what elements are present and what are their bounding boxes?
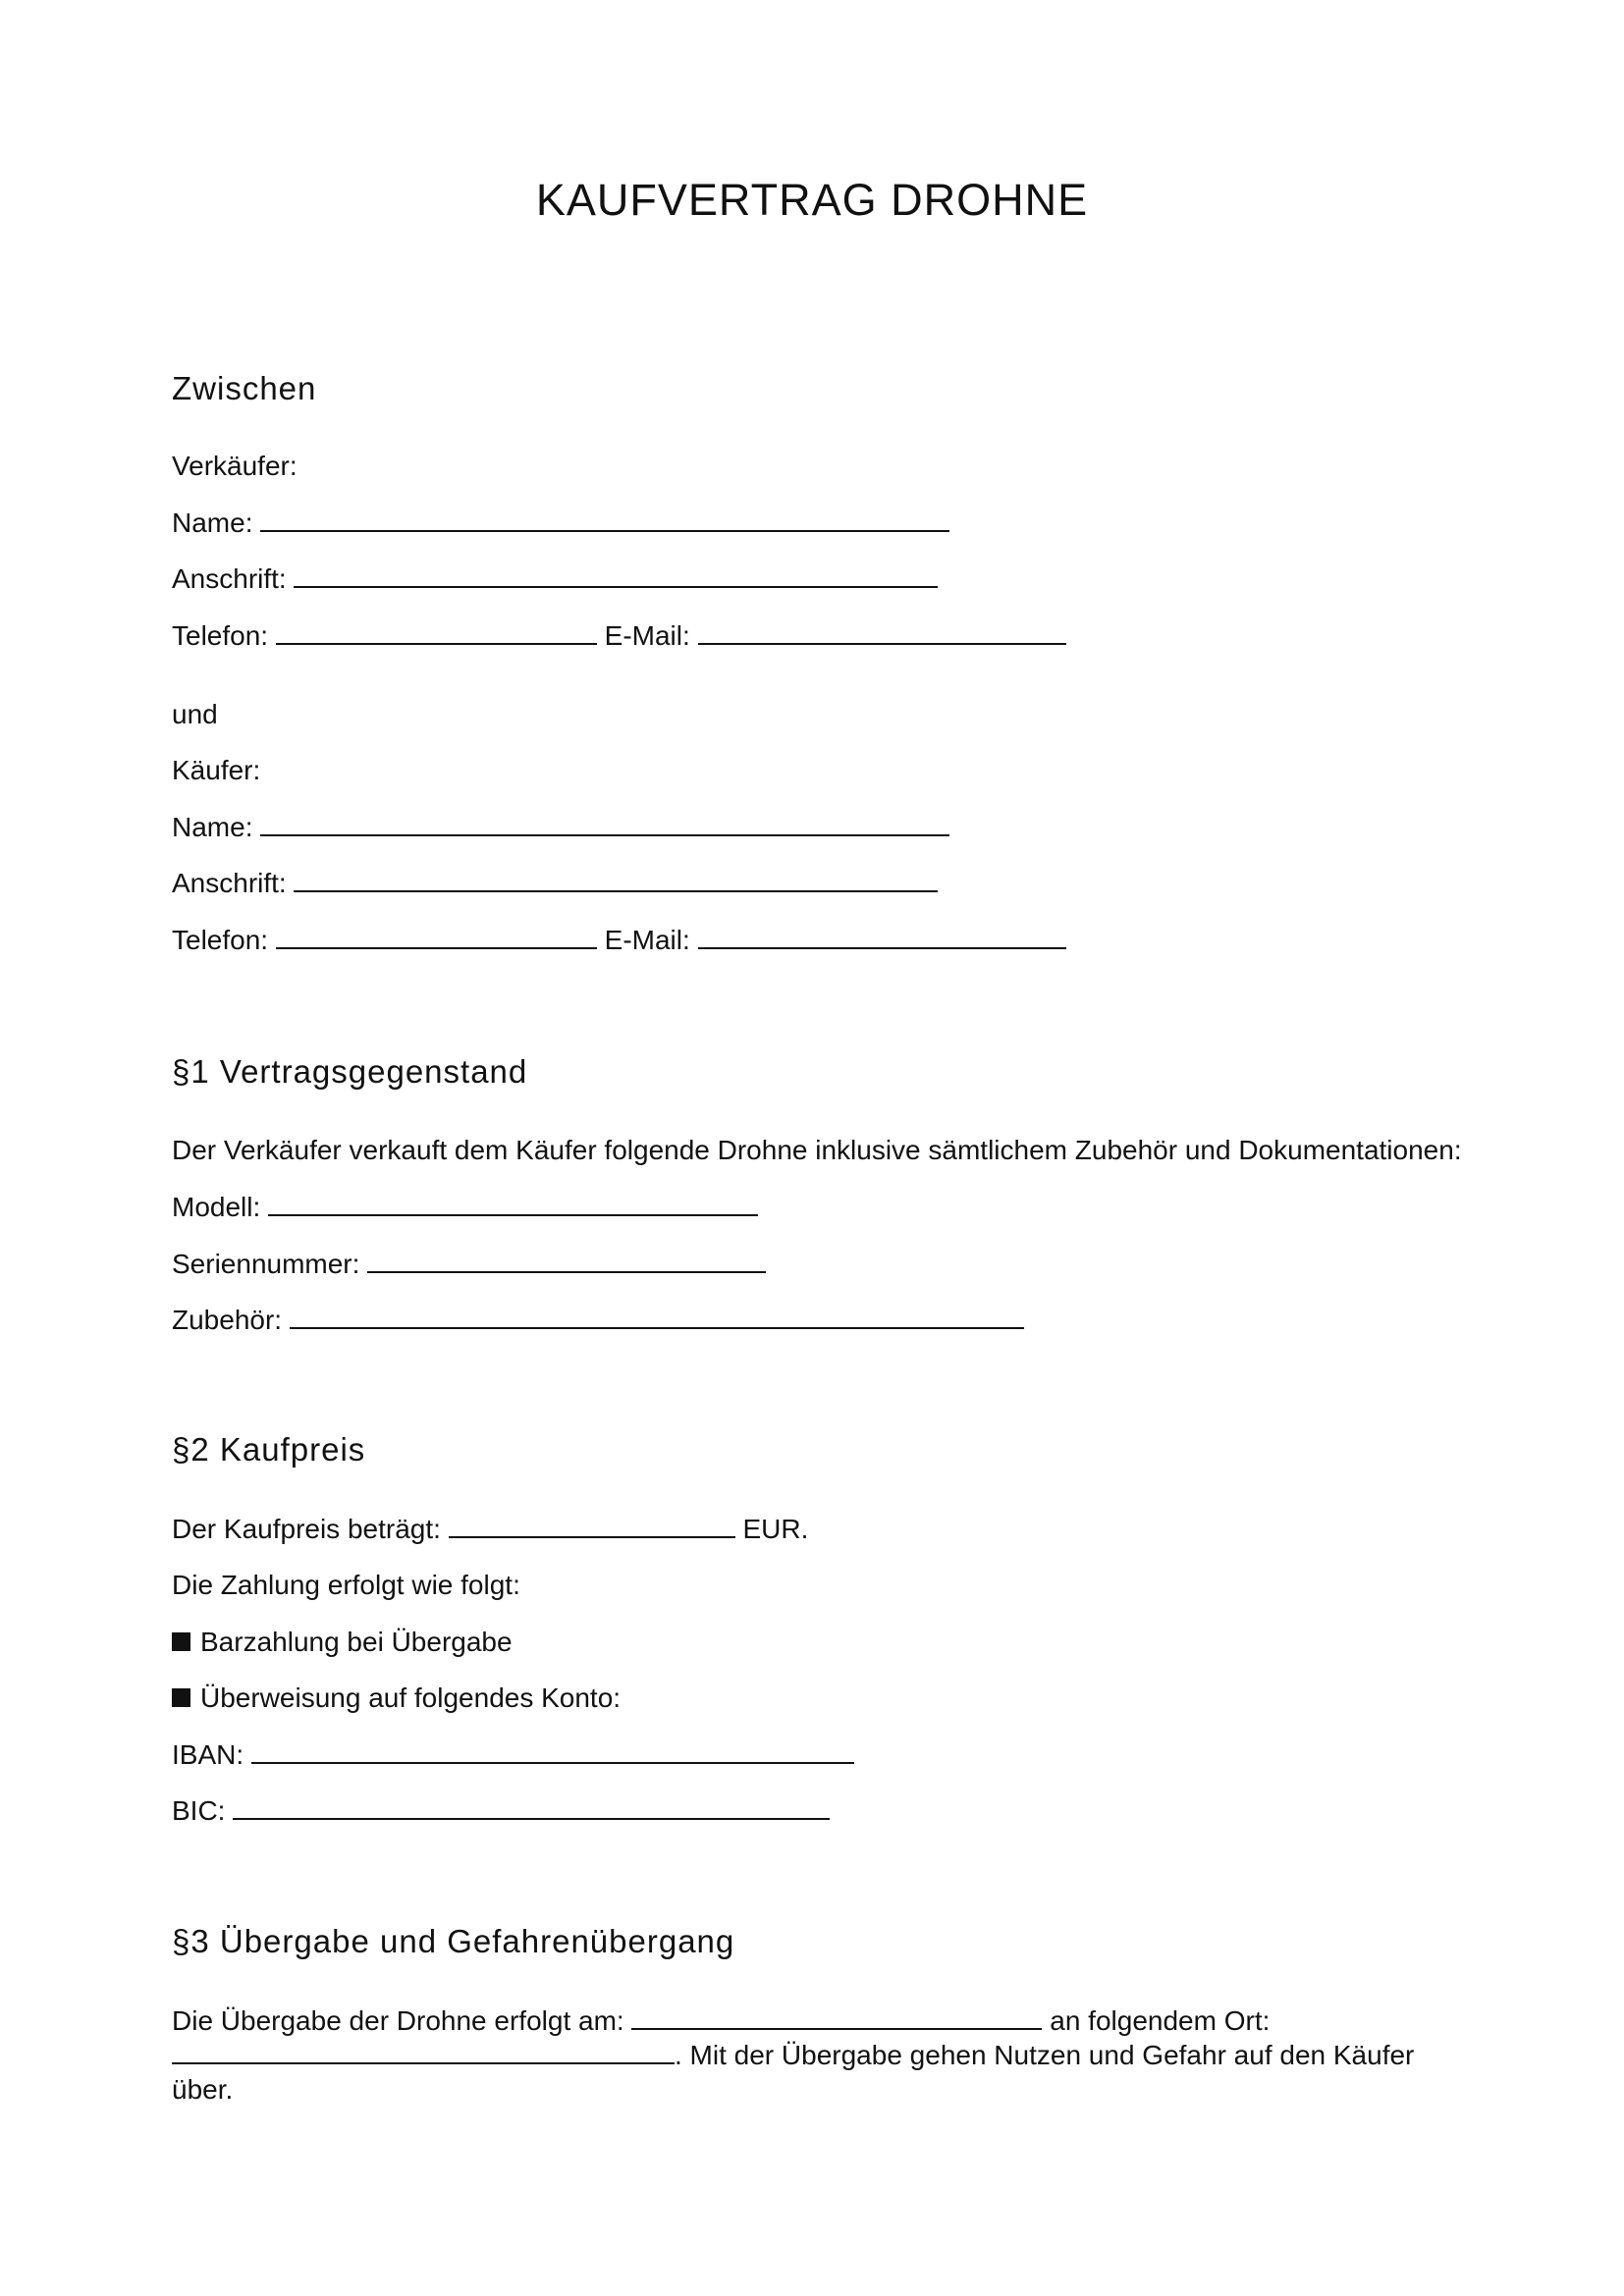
document-title: KAUFVERTRAG DROHNE	[535, 175, 1089, 225]
seller-phone-field[interactable]	[276, 619, 597, 645]
accessories-label: Zubehör:	[172, 1305, 283, 1335]
buyer-name-field[interactable]	[260, 811, 949, 836]
seller-address-row	[172, 562, 938, 596]
handover-date-field[interactable]	[631, 2004, 1042, 2030]
buyer-email-field[interactable]	[698, 924, 1066, 949]
seller-address-label: Anschrift:	[172, 563, 287, 594]
payment-option-transfer-label: Überweisung auf folgendes Konto:	[200, 1682, 622, 1713]
bic-field[interactable]	[233, 1794, 830, 1820]
section-1-heading: §1 Vertragsgegenstand	[172, 1053, 528, 1090]
serial-field[interactable]	[367, 1248, 766, 1273]
handover-text-4: über.	[172, 2074, 234, 2105]
iban-field[interactable]	[251, 1738, 854, 1764]
model-label: Modell:	[172, 1192, 261, 1222]
checkbox-cash[interactable]	[172, 1632, 190, 1651]
serial-label: Seriennummer:	[172, 1249, 360, 1279]
seller-phone-label: Telefon:	[172, 620, 269, 651]
handover-paragraph	[172, 2003, 1448, 2107]
buyer-phone-field[interactable]	[276, 924, 597, 949]
seller-name-label: Name:	[172, 507, 253, 538]
and-text: und	[172, 699, 218, 729]
buyer-contact-row	[172, 924, 1066, 957]
handover-text-1: Die Übergabe der Drohne erfolgt am:	[172, 2005, 624, 2036]
section-3-heading: §3 Übergabe und Gefahrenübergang	[172, 1923, 735, 1959]
buyer-name-row	[172, 811, 949, 844]
buyer-name-label: Name:	[172, 812, 253, 842]
section-2-heading: §2 Kaufpreis	[172, 1431, 366, 1468]
buyer-label: Käufer:	[172, 755, 261, 785]
checkbox-transfer[interactable]	[172, 1688, 190, 1707]
accessories-field[interactable]	[290, 1304, 1024, 1329]
seller-email-field[interactable]	[698, 619, 1066, 645]
price-row	[172, 1513, 808, 1546]
parties-heading: Zwischen	[172, 370, 317, 406]
seller-address-field[interactable]	[294, 562, 938, 588]
price-field[interactable]	[449, 1513, 735, 1538]
payment-option-transfer[interactable]	[172, 1682, 621, 1715]
seller-label: Verkäufer:	[172, 451, 298, 481]
handover-text-3: . Mit der Übergabe gehen Nutzen und Gefahr auf den Käufer	[675, 2040, 1415, 2070]
price-label: Der Kaufpreis beträgt:	[172, 1514, 441, 1544]
iban-row	[172, 1738, 854, 1772]
payment-option-cash-label: Barzahlung bei Übergabe	[200, 1627, 513, 1657]
seller-email-label: E-Mail:	[604, 620, 690, 651]
seller-contact-row	[172, 619, 1066, 653]
buyer-phone-label: Telefon:	[172, 925, 269, 955]
payment-option-cash[interactable]	[172, 1626, 513, 1659]
bic-row	[172, 1794, 830, 1828]
handover-place-field[interactable]	[172, 2039, 675, 2064]
model-field[interactable]	[268, 1191, 758, 1216]
buyer-address-label: Anschrift:	[172, 868, 287, 898]
buyer-address-field[interactable]	[294, 867, 938, 892]
seller-name-row	[172, 507, 949, 540]
iban-label: IBAN:	[172, 1739, 244, 1770]
currency-label: EUR.	[742, 1514, 809, 1544]
payment-intro: Die Zahlung erfolgt wie folgt:	[172, 1570, 520, 1600]
section-1-intro: Der Verkäufer verkauft dem Käufer folgende Drohne inklusive sämtlichem Zubehör und Dokumentationen:	[172, 1135, 1462, 1165]
buyer-address-row	[172, 867, 938, 900]
seller-name-field[interactable]	[260, 507, 949, 532]
buyer-email-label: E-Mail:	[604, 925, 690, 955]
model-row	[172, 1191, 758, 1224]
accessories-row	[172, 1304, 1024, 1337]
serial-row	[172, 1248, 766, 1281]
handover-text-2: an folgendem Ort:	[1050, 2005, 1271, 2036]
bic-label: BIC:	[172, 1795, 226, 1826]
